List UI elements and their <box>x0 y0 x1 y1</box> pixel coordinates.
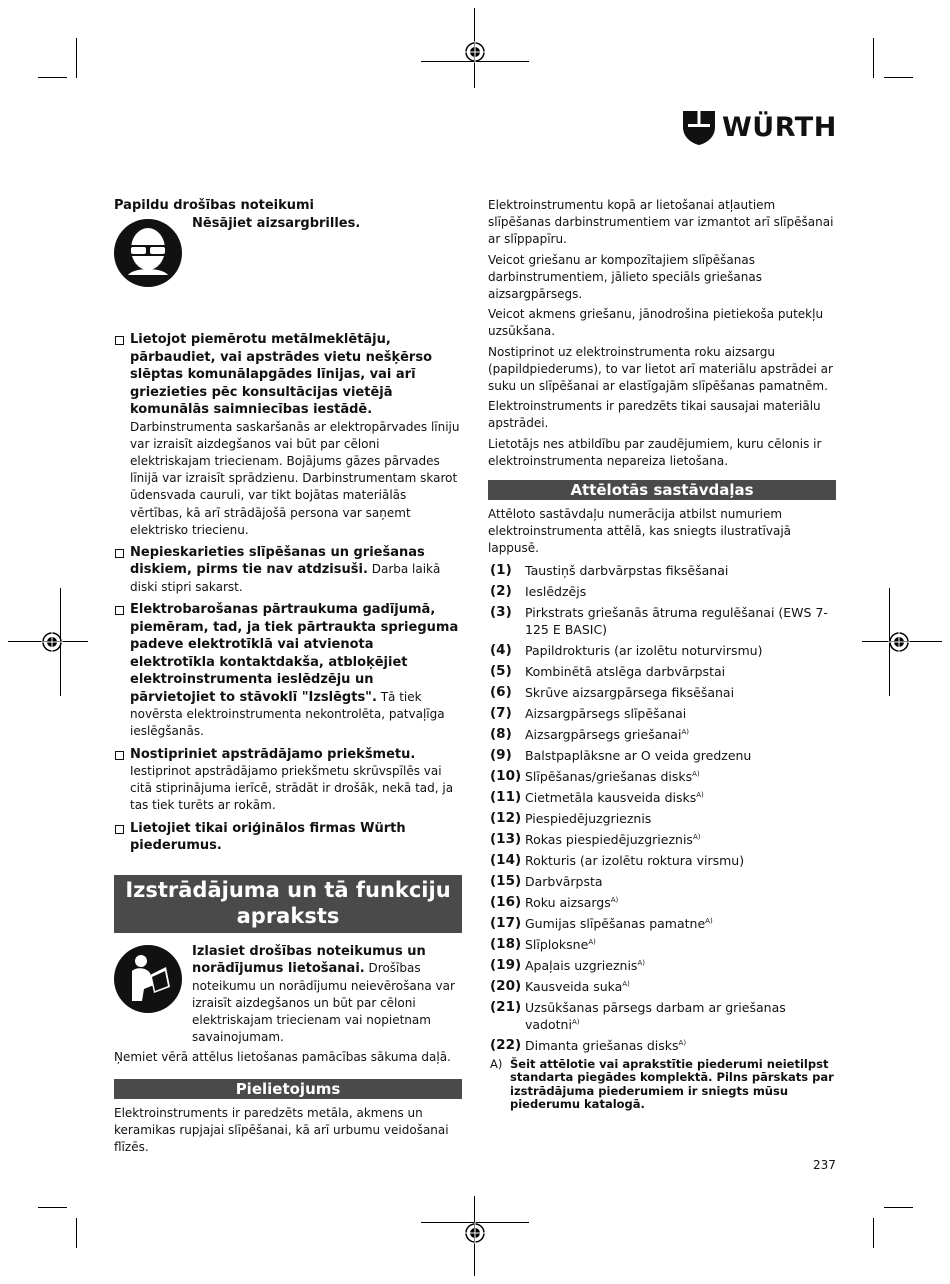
part-label: Darbvārpsta <box>525 873 603 889</box>
list-item <box>488 789 836 806</box>
part-number: (17) <box>490 914 522 931</box>
list-item <box>488 562 836 579</box>
part-label: Dimanta griešanas disks <box>525 1037 679 1053</box>
safety-goggles-icon <box>114 219 182 287</box>
wurth-logo-mark <box>683 111 715 145</box>
parts-list <box>488 562 836 1054</box>
part-number: (3) <box>490 603 512 620</box>
paragraph: Veicot griešanu ar kompozītajiem slīpēšanas darbinstrumentiem, jālieto speciāls griešanas aizsargpārsegs. <box>488 252 762 302</box>
paragraph: Elektroinstruments ir paredzēts tikai sausajai materiālu apstrādei. <box>488 399 821 431</box>
list-item <box>488 915 836 932</box>
section-title-description: Izstrādājuma un tā funkciju apraksts <box>114 875 462 933</box>
list-item <box>488 957 836 974</box>
part-number: (13) <box>490 830 522 847</box>
part-label: Pirkstrats griešanās ātruma regulēšanai (EWS 7-125 E BASIC) <box>525 604 828 637</box>
part-label: Slīpēšanas/griešanas disks <box>525 768 693 784</box>
goggles-text: Nēsājiet aizsargbrilles. <box>192 216 361 231</box>
part-label: Kausveida suka <box>525 978 623 994</box>
part-label: Roku aizsargs <box>525 894 611 910</box>
parts-intro: Attēloto sastāvdaļu numerācija atbilst numuriem elektroinstrumenta attēlā, kas sniegts ilustratīvajā lappusē. <box>488 507 792 556</box>
part-label: Uzsūkšanas pārsegs darbam ar griešanas vadotni <box>525 999 786 1032</box>
paragraph: Elektroinstrumentu kopā ar lietošanai atļautiem slīpēšanas darbinstrumentiem var izmantot arī slīpēšanai ar slīppapīru. <box>488 198 834 247</box>
read-manual-block <box>114 943 462 1047</box>
part-number: (16) <box>490 893 522 910</box>
list-item <box>488 810 836 827</box>
part-label: Balstpaplāksne ar O veida gredzenu <box>525 747 752 763</box>
part-label: Apaļais uzgrieznis <box>525 957 638 973</box>
section-heading-safety: Papildu drošības noteikumi <box>114 198 315 213</box>
list-item <box>488 642 836 659</box>
part-number: (4) <box>490 641 512 658</box>
list-item <box>488 978 836 995</box>
part-label: Ieslēdzējs <box>525 583 587 599</box>
brand-logo: WÜRTH <box>722 112 837 143</box>
part-number: (8) <box>490 725 512 742</box>
list-item <box>488 768 836 785</box>
part-label: Rokturis (ar izolētu roktura virsmu) <box>525 852 745 868</box>
list-item: Lietojiet tikai oriģinālos firmas Würth piederumus. <box>114 820 462 855</box>
part-label: Slīploksne <box>525 936 589 952</box>
part-number: (1) <box>490 561 512 578</box>
list-item: Elektrobarošanas pārtraukuma gadījumā, piemēram, tad, ja tiek pārtraukta sprieguma padeve elektrotīklā vai atvienota elektrotīkla kontaktdakša, atbloķējiet elektroinstrumenta ieslēdzēju un pārvietojiet to stāvoklī "Izslēgts". Tā tiek novērsta elektroinstrumenta nekontrolēta, patvaļīga ieslēgšanās. <box>114 601 462 740</box>
part-number: (5) <box>490 662 512 679</box>
list-item: Nepieskarieties slīpēšanas un griešanas diskiem, pirms tie nav atdzisuši. Darba laikā diski stipri sakarst. <box>114 544 462 596</box>
list-item <box>488 726 836 743</box>
registration-mark-icon <box>464 1222 486 1244</box>
part-number: (6) <box>490 683 512 700</box>
registration-mark-icon <box>41 631 63 653</box>
paragraph: Veicot akmens griešanu, jānodrošina pietiekoša putekļu uzsūkšana. <box>488 307 824 339</box>
part-label: Skrūve aizsargpārsega fiksēšanai <box>525 684 735 700</box>
footnote-label: A) <box>490 1056 503 1071</box>
part-number: (15) <box>490 872 522 889</box>
part-number: (11) <box>490 788 522 805</box>
section-title-use: Pielietojums <box>114 1079 462 1099</box>
list-item <box>488 936 836 953</box>
list-item <box>488 747 836 764</box>
part-number: (18) <box>490 935 522 952</box>
footnote-ref: A) <box>622 979 630 988</box>
list-item <box>488 852 836 869</box>
part-number: (21) <box>490 998 522 1015</box>
part-number: (14) <box>490 851 522 868</box>
part-label: Gumijas slīpēšanas pamatne <box>525 915 706 931</box>
part-number: (19) <box>490 956 522 973</box>
part-number: (9) <box>490 746 512 763</box>
paragraph: Lietotājs nes atbildību par zaudējumiem, kuru cēlonis ir elektroinstrumenta nepareiza lietošana. <box>488 436 822 468</box>
list-item <box>488 894 836 911</box>
paragraph: Nostiprinot uz elektroinstrumenta roku aizsargu (papildpiederums), to var lietot arī materiālu apstrādei ar suku un slīpēšanai ar elastīgajām slīpēšanas pamatnēm. <box>488 344 833 394</box>
list-item <box>488 604 836 638</box>
part-label: Aizsargpārsegs griešanai <box>525 726 682 742</box>
list-item <box>488 831 836 848</box>
registration-mark-icon <box>464 41 486 63</box>
note-text: Ņemiet vērā attēlus lietošanas pamācības sākuma daļā. <box>114 1050 451 1065</box>
footnote-ref: A) <box>681 727 689 736</box>
part-label: Papildrokturis (ar izolētu noturvirsmu) <box>525 642 763 658</box>
footnote-ref: A) <box>696 790 704 799</box>
footnote-ref: A) <box>692 769 700 778</box>
list-item: Nostipriniet apstrādājamo priekšmetu. Iestiprinot apstrādājamo priekšmetu skrūvspīlēs vai citā stiprinājuma ierīcē, strādāt ir drošāk, nekā tad, ja tas tiek turēts ar rokām. <box>114 746 462 815</box>
read-manual-text: Izlasiet drošības noteikumus un norādījumus lietošanai. Drošības noteikumu un norādījumu neievērošana var izraisīt aizdegšanos un būt par cēloni elektriskajam triecienam vai nopietnam savainojumam. <box>192 943 455 1045</box>
part-number: (22) <box>490 1036 522 1053</box>
footnote-text: Šeit attēlotie vai aprakstītie piederumi neietilpst standarta piegādes komplektā. Pilns pārskats par izstrādājuma piederumiem ir sniegts mūsu piederumu katalogā. <box>510 1056 834 1112</box>
list-item <box>488 999 836 1033</box>
part-number: (10) <box>490 767 522 784</box>
use-text: Elektroinstruments ir paredzēts metāla, akmens un keramikas rupjajai slīpēšanai, kā arī urbumu veidošanai flīzēs. <box>114 1105 449 1155</box>
goggles-block <box>114 215 462 283</box>
right-column <box>488 197 836 1112</box>
section-title-parts: Attēlotās sastāvdaļas <box>488 480 836 500</box>
list-item <box>488 873 836 890</box>
left-column <box>114 197 462 1159</box>
footnote-ref: A) <box>678 1038 687 1047</box>
read-manual-icon <box>114 945 182 1013</box>
footnote-ref: A) <box>588 937 596 946</box>
part-number: (2) <box>490 582 512 599</box>
list-item <box>488 583 836 600</box>
registration-mark-icon <box>888 631 910 653</box>
part-label: Kombinētā atslēga darbvārpstai <box>525 663 726 679</box>
footnote-ref: A) <box>692 832 701 841</box>
list-item <box>488 663 836 680</box>
page-number: 237 <box>813 1158 836 1172</box>
safety-bullet-list <box>114 331 462 855</box>
footnote <box>488 1058 836 1112</box>
list-item <box>488 705 836 722</box>
part-label: Piespiedējuzgrieznis <box>525 810 652 826</box>
part-label: Rokas piespiedējuzgrieznis <box>525 831 693 847</box>
part-label: Cietmetāla kausveida disks <box>525 789 697 805</box>
part-number: (12) <box>490 809 522 826</box>
list-item: Lietojot piemērotu metālmeklētāju, pārbaudiet, vai apstrādes vietu nešķērso slēptas komunālapgādes līnijas, vai arī griezieties pēc konsultācijas vietējā komunālās saimniecības iestādē. Darbinstrumenta saskaršanās ar elektropārvades līniju var izraisīt aizdegšanos vai būt par cēloni elektriskajam triecienam. Bojājums gāzes pārvades līnijā var izraisīt sprādzienu. Darbinstrumentam skarot ūdensvada cauruli, var tikt bojātas materiālās vērtības, kā arī strādājošā persona var saņemt elektrisko triecienu. <box>114 331 462 539</box>
footnote-ref: A) <box>571 1017 580 1026</box>
part-label: Taustiņš darbvārpstas fiksēšanai <box>525 562 729 578</box>
part-number: (20) <box>490 977 522 994</box>
part-number: (7) <box>490 704 512 721</box>
list-item <box>488 684 836 701</box>
footnote-ref: A) <box>610 895 619 904</box>
part-label: Aizsargpārsegs slīpēšanai <box>525 705 687 721</box>
footnote-ref: A) <box>705 916 713 925</box>
footnote-ref: A) <box>637 958 645 967</box>
list-item <box>488 1037 836 1054</box>
